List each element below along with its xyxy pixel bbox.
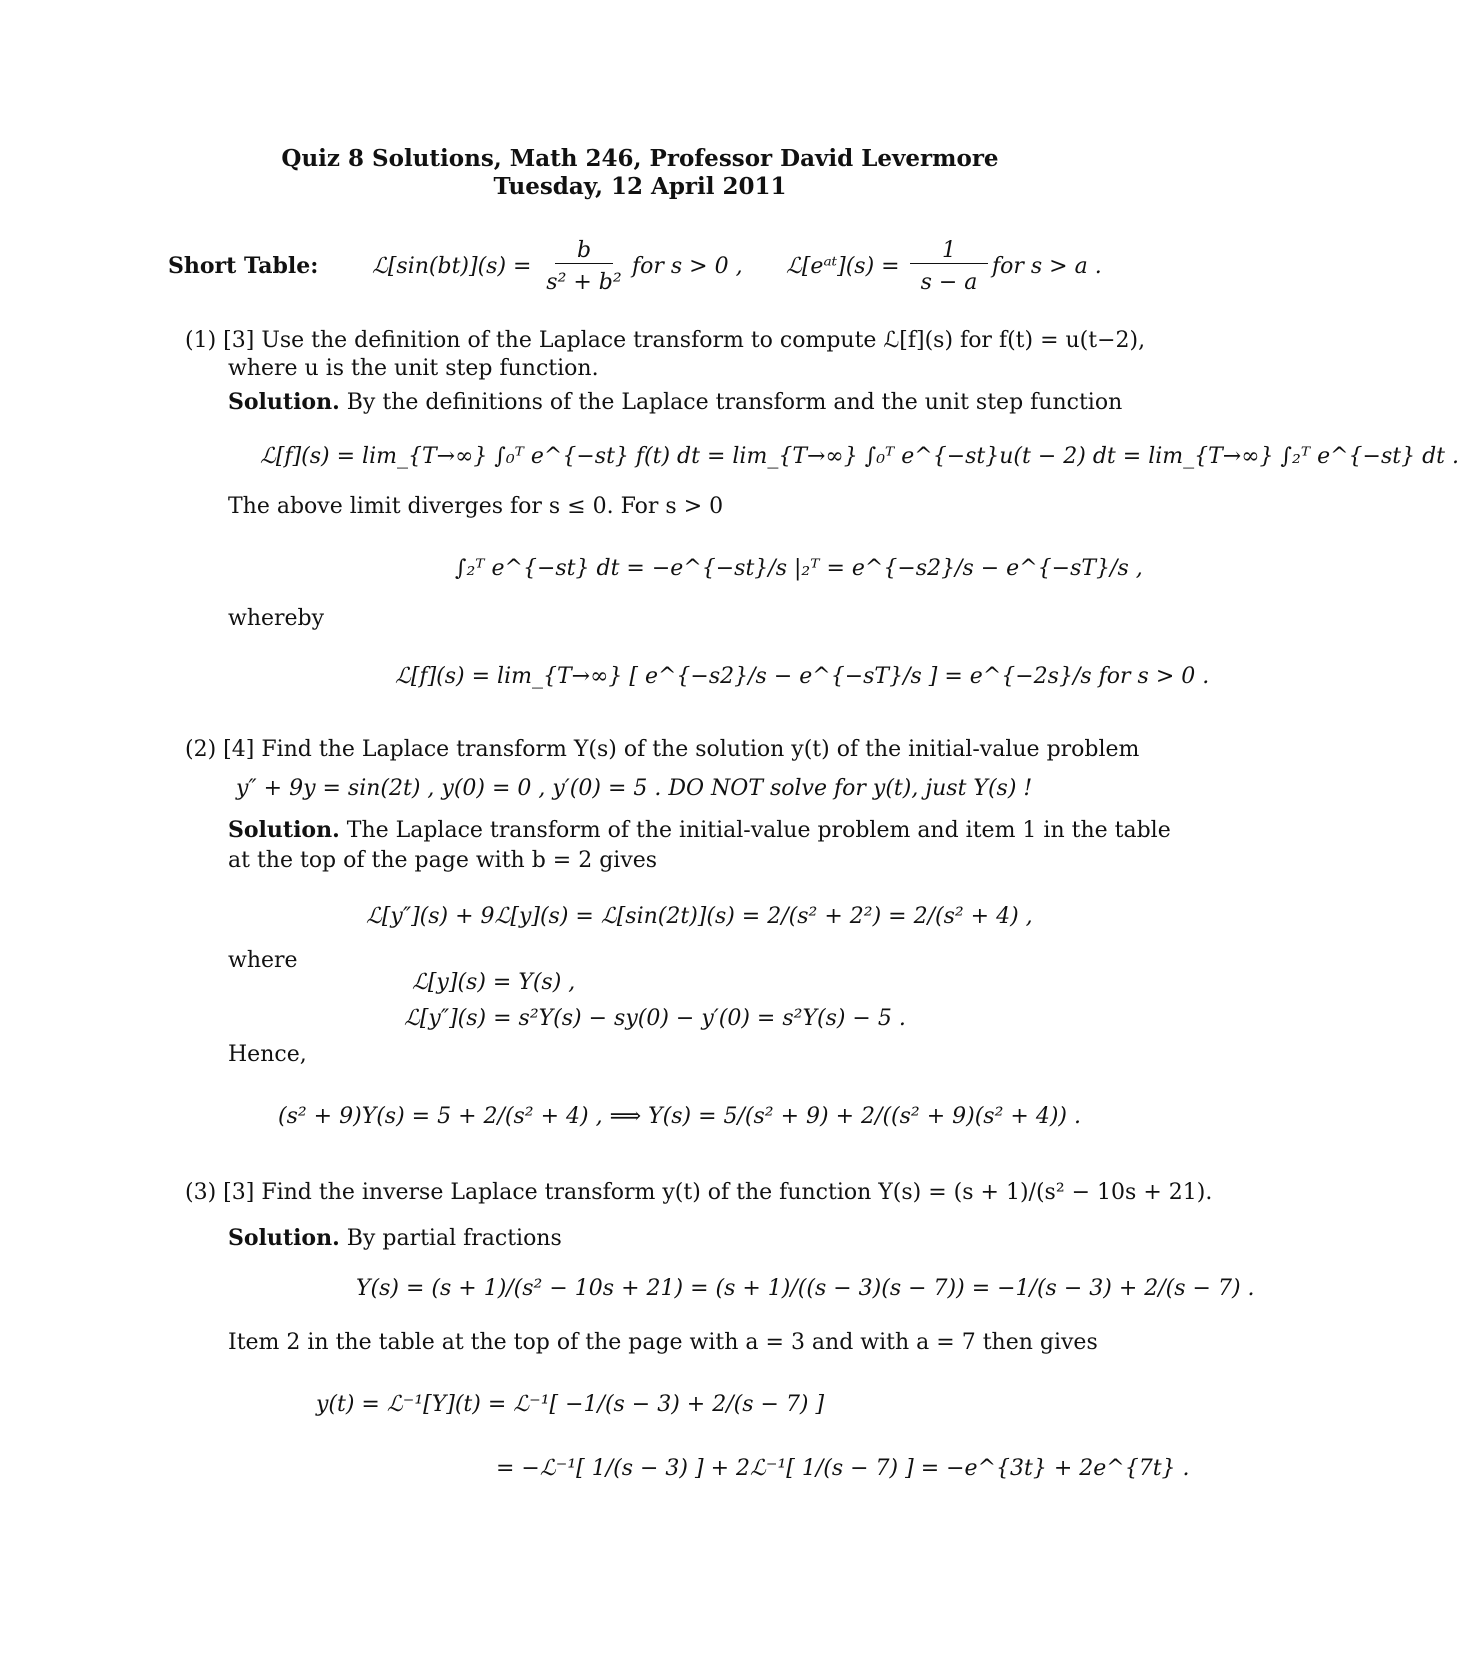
solution-label: Solution. [228,817,340,843]
problem3-equation-1: Y(s) = (s + 1)/(s² − 10s + 21) = (s + 1)/((s − 3)(s − 7)) = −1/(s − 3) + 2/(s − 7) . [356,1276,1255,1301]
table-entry1-den: s² + b² [546,270,622,295]
problem2-equation-4: (s² + 9)Y(s) = 5 + 2/(s² + 4) , ⟹ Y(s) = 5/(s² + 9) + 2/((s² + 9)(s² + 4)) . [278,1104,1081,1129]
table-entry1-num: b [555,238,613,264]
solution-text: The Laplace transform of the initial-value problem and item 1 in the table [346,818,1171,843]
problem2-equation-3: ℒ[y″](s) = s²Y(s) − sy(0) − y′(0) = s²Y(s) − 5 . [404,1006,906,1031]
table-entry2-cond: for s > a . [992,254,1102,279]
problem1-equation-3: ℒ[f](s) = lim_{T→∞} [ e^{−s2}/s − e^{−sT}/s ] = e^{−2s}/s for s > 0 . [395,664,1210,689]
problem2-where: where [228,948,298,973]
problem2-solution-line2: at the top of the page with b = 2 gives [228,848,658,873]
solution-label: Solution. [228,389,340,415]
problem1-solution [228,390,1122,415]
problem2-statement-line2: y″ + 9y = sin(2t) , y(0) = 0 , y′(0) = 5 . DO NOT solve for y(t), just Y(s) ! [236,776,1033,801]
problem2-statement-line1: (2) [4] Find the Laplace transform Y(s) of the solution y(t) of the initial-value problem [185,737,1140,762]
problem1-whereby: whereby [228,606,325,631]
problem3-item-text: Item 2 in the table at the top of the page with a = 3 and with a = 7 then gives [228,1330,1098,1355]
table-entry2-num: 1 [910,238,988,264]
problem2-equation-1: ℒ[y″](s) + 9ℒ[y](s) = ℒ[sin(2t)](s) = 2/(s² + 2²) = 2/(s² + 4) , [366,904,1033,929]
problem2-solution-line1 [228,818,1171,843]
problem1-statement-line2: where u is the unit step function. [228,356,599,381]
short-table-label: Short Table: [168,253,319,279]
problem3-statement: (3) [3] Find the inverse Laplace transform y(t) of the function Y(s) = (s + 1)/(s² − 10s + 21). [185,1180,1213,1205]
solution-text: By partial fractions [346,1226,562,1251]
problem2-equation-2: ℒ[y](s) = Y(s) , [412,970,576,995]
table-entry1-lhs: ℒ[sin(bt)](s) = [372,254,532,279]
table-entry1-cond: for s > 0 , [632,254,743,279]
problem3-equation-2: y(t) = ℒ⁻¹[Y](t) = ℒ⁻¹[ −1/(s − 3) + 2/(s − 7) ] [316,1392,825,1417]
table-entry2-den: s − a [920,270,978,295]
problem2-hence: Hence, [228,1042,307,1067]
document-title: Quiz 8 Solutions, Math 246, Professor David Levermore [281,145,999,172]
problem1-statement-line1: (1) [3] Use the definition of the Laplace transform to compute ℒ[f](s) for f(t) = u(t−2), [185,328,1146,353]
solution-text: By the definitions of the Laplace transform and the unit step function [346,390,1123,415]
problem1-diverge-text: The above limit diverges for s ≤ 0. For s > 0 [228,494,724,519]
problem1-equation-2: ∫₂ᵀ e^{−st} dt = −e^{−st}/s |₂ᵀ = e^{−s2}/s − e^{−sT}/s , [455,556,1143,581]
problem3-solution [228,1226,562,1251]
problem3-equation-3: = −ℒ⁻¹[ 1/(s − 3) ] + 2ℒ⁻¹[ 1/(s − 7) ] = −e^{3t} + 2e^{7t} . [496,1456,1190,1481]
problem1-equation-1: ℒ[f](s) = lim_{T→∞} ∫₀ᵀ e^{−st} f(t) dt = lim_{T→∞} ∫₀ᵀ e^{−st}u(t − 2) dt = lim_{T→∞} ∫₂ᵀ e^{−st} dt . [260,444,1459,469]
table-entry2-lhs: ℒ[eᵃᵗ](s) = [786,254,900,279]
solution-label: Solution. [228,1225,340,1251]
document-date: Tuesday, 12 April 2011 [493,173,787,200]
